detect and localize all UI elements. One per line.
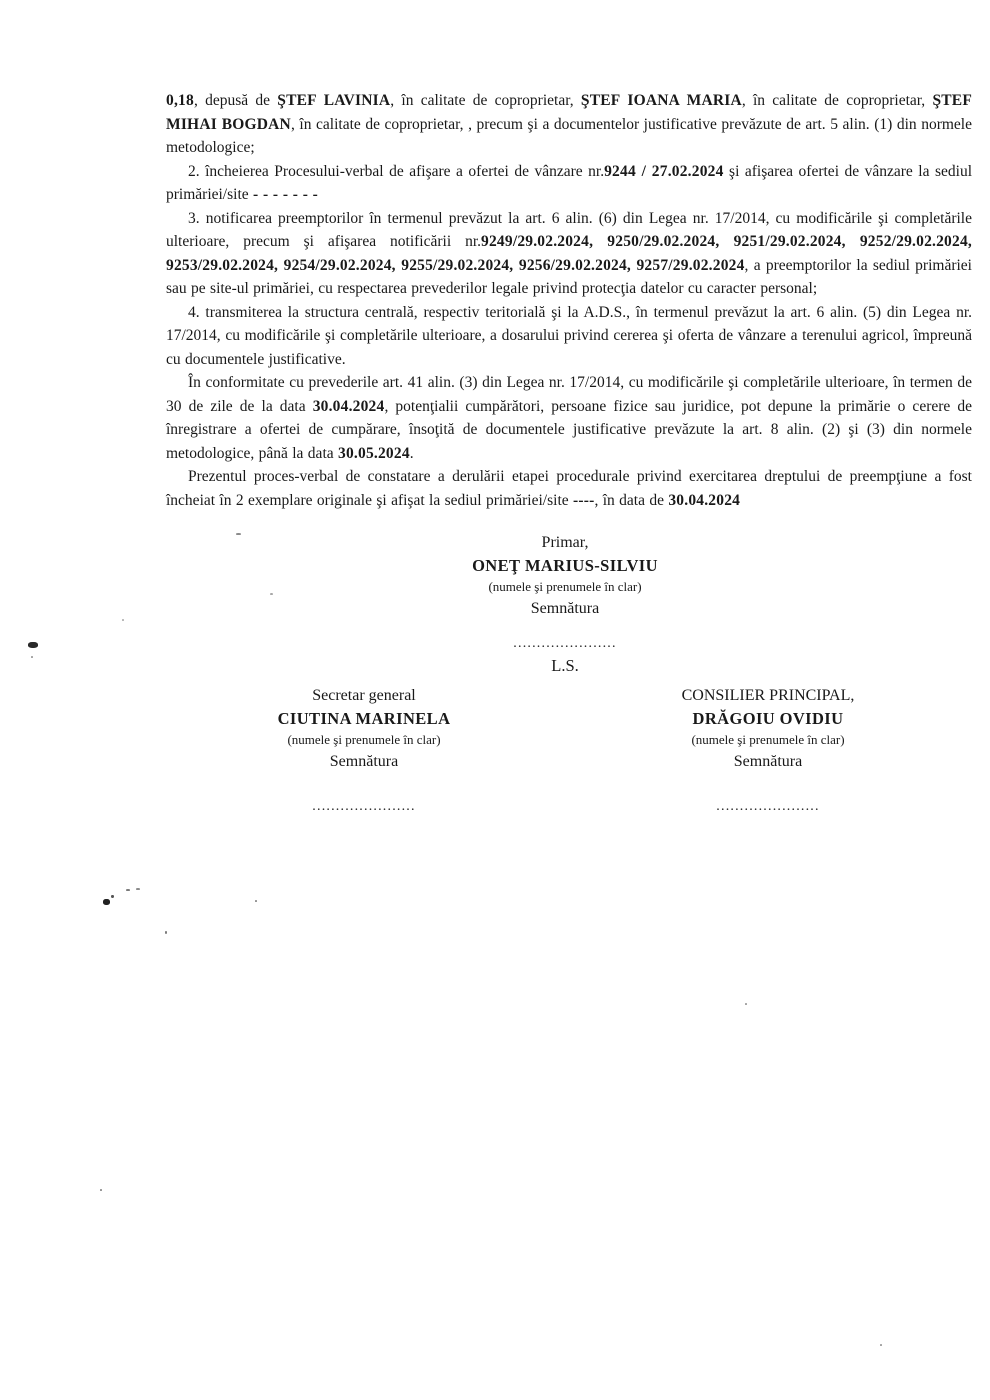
signature-clar-note-primar: (numele şi prenumele în clar) [488, 579, 642, 594]
scan-speck [880, 1344, 882, 1346]
scan-speck [111, 895, 114, 898]
bold-text-run: 30.04.2024 [668, 491, 741, 509]
signature-role-secretar: Secretar general [312, 687, 416, 704]
bold-text-run: ---- [573, 491, 595, 509]
scan-speck [31, 656, 33, 658]
paragraph [166, 371, 972, 465]
scan-speck [745, 1003, 747, 1005]
text-run: , a preemptorilor la sediul primăriei sau pe site-ul primăriei, cu respectarea prevederilor legale privind protecţia datelor cu caracter personal; [166, 256, 972, 297]
scan-speck [28, 642, 38, 648]
bold-text-run: 0,18 [166, 92, 194, 109]
signature-clar-note-secretar: (numele şi prenumele în clar) [287, 732, 441, 747]
signature-block-secretar [248, 684, 480, 815]
signature-name-primar: ONEŢ MARIUS-SILVIU [472, 556, 658, 575]
text-run: , în calitate de coproprietar, [390, 92, 581, 109]
signature-dotted-line-primar: ...................... [513, 636, 617, 651]
signature-dotted-line-secretar: ...................... [312, 799, 416, 814]
bold-text-run: ŞTEF LAVINIA [277, 92, 391, 109]
scan-speck [270, 593, 273, 595]
signature-block-consilier [648, 684, 888, 815]
text-run: 4. transmiterea la structura centrală, respectiv teritorială şi la A.D.S., în termenul prevăzut la art. 6 alin. (5) din Legea nr. 17/2014, cu modificările şi completările ulterioare, a dosarului privind cererea şi oferta de vânzare a terenului agricol, împreună cu documentele justificative. [166, 303, 972, 368]
bold-text-run: ŞTEF IOANA MARIA [580, 92, 742, 109]
signature-label-secretar: Semnătura [329, 753, 399, 770]
signature-clar-note-consilier: (numele şi prenumele în clar) [691, 732, 845, 747]
bold-text-run: 9249/29.02.2024, 9250/29.02.2024, 9251/29.02.2024, 9252/29.02.2024, 9253/29.02.2024, 9254/29.02.2024, 9255/29.02.2024, 9256/29.02.2024, 9257/29.02.2024 [166, 233, 972, 274]
paragraph [166, 160, 972, 207]
bold-text-run: 9244 / 27.02.2024 [604, 162, 724, 180]
ls-stamp-label: L.S. [551, 656, 579, 675]
signature-block-primar [425, 531, 705, 677]
text-run: 3. notificarea preemptorilor în termenul prevăzut la art. 6 alin. (6) din Legea nr. 17/2014, cu modificările şi completările ulterioare, precum şi afişarea notificării nr. [166, 209, 972, 250]
bold-text-run: 30.04.2024 [312, 397, 385, 415]
text-run: , în calitate de coproprietar, [741, 92, 933, 109]
text-run: şi afişarea ofertei de vânzare la sediul primăriei/site [166, 162, 973, 203]
paragraph [166, 301, 972, 372]
scan-speck [122, 619, 124, 621]
scan-speck [236, 533, 241, 535]
scan-speck [100, 1189, 102, 1191]
text-run: , în data de [594, 491, 669, 509]
paragraph [166, 465, 972, 512]
scan-speck [126, 889, 130, 891]
signature-name-consilier: DRĂGOIU OVIDIU [692, 709, 844, 728]
bold-text-run: - - - - - - - [253, 186, 318, 203]
signature-dotted-line-consilier: ...................... [716, 799, 820, 814]
text-run: , potenţialii cumpărători, persoane fizice sau juridice, pot depune la primărie o cerere de înregistrare a ofertei de cumpărare, însoţită de documentele justificative prevăzute la art. 8 alin. (2) şi (3) din normele metodologice, până la data [166, 397, 972, 462]
paragraph [166, 207, 972, 301]
scan-speck [255, 900, 257, 902]
scan-speck [165, 931, 167, 934]
signature-label-primar: Semnătura [530, 600, 600, 617]
document-body [166, 89, 972, 512]
signature-label-consilier: Semnătura [733, 753, 803, 770]
text-run: În conformitate cu prevederile art. 41 alin. (3) din Legea nr. 17/2014, cu modificările şi completările ulterioare, în termen de 30 de zile de la data [166, 374, 972, 415]
text-run: . [409, 444, 414, 462]
text-run: , în calitate de coproprietar, , precum şi a documentelor justificative prevăzute de art. 5 alin. (1) din normele metodologice; [166, 115, 972, 156]
scan-speck [136, 888, 140, 890]
text-run: Prezentul proces-verbal de constatare a derulării etapei procedurale privind exercitarea dreptului de preempţiune a fost încheiat în 2 exemplare originale şi afişat la sediul primăriei/site [166, 468, 972, 509]
signature-role-primar: Primar, [541, 534, 589, 551]
bold-text-run: 30.05.2024 [338, 444, 410, 462]
signature-role-consilier: CONSILIER PRINCIPAL, [681, 687, 855, 704]
bold-text-run: ŞTEF MIHAI BOGDAN [166, 92, 973, 133]
paragraph [166, 89, 972, 160]
scan-speck [103, 899, 110, 905]
text-run: 2. încheierea Procesului-verbal de afişare a ofertei de vânzare nr. [188, 162, 605, 180]
text-run: , depusă de [193, 92, 278, 109]
signature-name-secretar: CIUTINA MARINELA [277, 709, 451, 728]
